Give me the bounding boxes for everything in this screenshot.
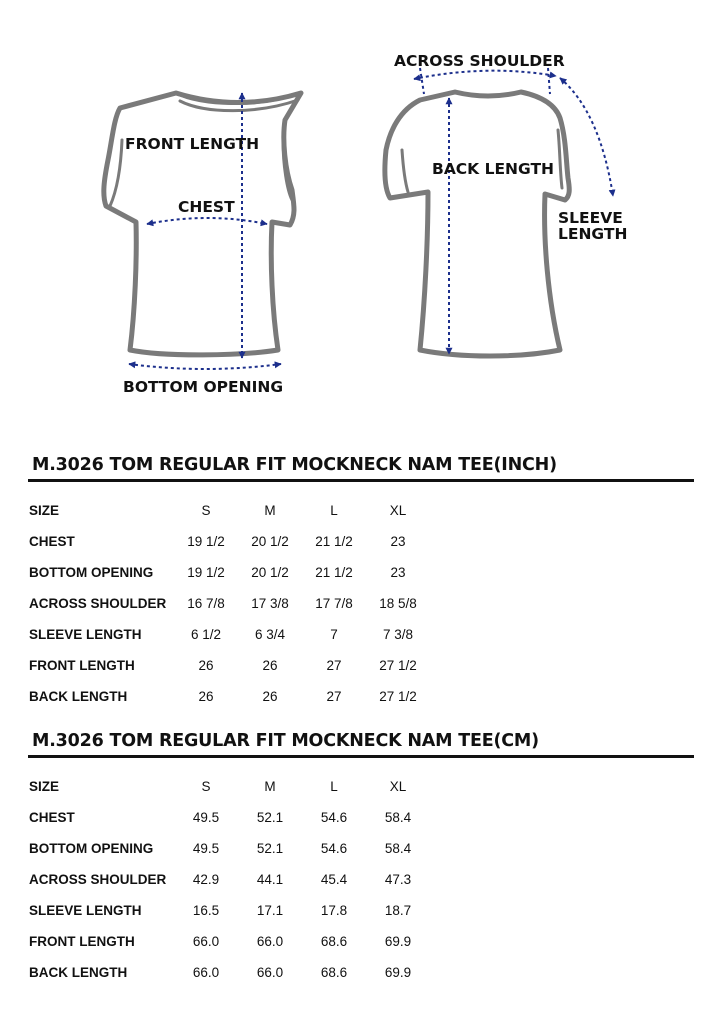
cell: 45.4 (320, 872, 348, 887)
table-row (29, 681, 430, 712)
cell: 49.5 (192, 810, 220, 825)
cell: 42.9 (192, 872, 220, 887)
cell: 17 3/8 (251, 596, 289, 611)
row-label: FRONT LENGTH (29, 934, 135, 949)
sleeve-length-label-line1: SLEEVE (558, 209, 623, 227)
cell: 66.0 (256, 934, 284, 949)
cell: 16 7/8 (187, 596, 225, 611)
header-m: M (264, 503, 276, 518)
table-row (29, 526, 430, 557)
bottom-opening-arrow (129, 364, 281, 369)
front-tshirt-outline (104, 93, 301, 355)
cell: 17.8 (320, 903, 348, 918)
cm-table-title: M.3026 TOM REGULAR FIT MOCKNECK NAM TEE(CM) (32, 731, 539, 751)
cell: 21 1/2 (315, 534, 353, 549)
row-label: FRONT LENGTH (29, 658, 135, 673)
inch-table-title: M.3026 TOM REGULAR FIT MOCKNECK NAM TEE(INCH) (32, 455, 557, 475)
header-s: S (201, 779, 211, 794)
header-l: L (330, 503, 338, 518)
inch-size-table (29, 495, 430, 712)
row-label: BACK LENGTH (29, 965, 128, 980)
row-label: BOTTOM OPENING (29, 565, 154, 580)
cell: 27 1/2 (379, 658, 417, 673)
cell: 52.1 (256, 841, 284, 856)
table-row (29, 926, 430, 957)
row-label: SLEEVE LENGTH (29, 627, 142, 642)
cell: 49.5 (192, 841, 220, 856)
table-header-row (29, 771, 430, 802)
cell: 47.3 (384, 872, 412, 887)
cell: 18.7 (384, 903, 412, 918)
cell: 68.6 (320, 965, 348, 980)
table-row (29, 802, 430, 833)
across-shoulder-label: ACROSS SHOULDER (394, 52, 565, 70)
header-size: SIZE (29, 503, 60, 518)
back-length-label: BACK LENGTH (432, 160, 555, 178)
cell: 58.4 (384, 810, 412, 825)
cell: 26 (198, 689, 214, 704)
table-row (29, 864, 430, 895)
header-xl: XL (389, 779, 407, 794)
cell: 6 1/2 (190, 627, 222, 642)
cell: 69.9 (384, 934, 412, 949)
cm-size-table (29, 771, 430, 988)
cm-table-rule (28, 755, 694, 758)
chest-label: CHEST (178, 198, 235, 216)
cell: 26 (198, 658, 214, 673)
cell: 18 5/8 (379, 596, 417, 611)
across-shoulder-arrow (414, 71, 556, 79)
table-row (29, 833, 430, 864)
cell: 27 (326, 689, 342, 704)
table-row (29, 957, 430, 988)
table-header-row (29, 495, 430, 526)
cell: 17.1 (256, 903, 284, 918)
row-label: CHEST (29, 810, 75, 825)
across-shoulder-tick-left (420, 68, 424, 94)
header-m: M (264, 779, 276, 794)
row-label: ACROSS SHOULDER (29, 872, 167, 887)
cell: 68.6 (320, 934, 348, 949)
cell: 26 (262, 658, 278, 673)
across-shoulder-tick-right (548, 68, 550, 94)
cell: 54.6 (320, 810, 348, 825)
back-tshirt-outline (385, 92, 569, 356)
table-row (29, 895, 430, 926)
cell: 17 7/8 (315, 596, 353, 611)
cell: 54.6 (320, 841, 348, 856)
cell: 21 1/2 (315, 565, 353, 580)
cell: 7 3/8 (382, 627, 414, 642)
cell: 26 (262, 689, 278, 704)
bottom-opening-label: BOTTOM OPENING (123, 378, 284, 396)
row-label: SLEEVE LENGTH (29, 903, 142, 918)
row-label: BOTTOM OPENING (29, 841, 154, 856)
cell: 52.1 (256, 810, 284, 825)
header-xl: XL (389, 503, 407, 518)
table-row (29, 650, 430, 681)
cell: 27 (326, 658, 342, 673)
cell: 23 (390, 534, 406, 549)
header-s: S (201, 503, 211, 518)
sleeve-length-label-line2: LENGTH (558, 225, 628, 243)
cell: 19 1/2 (187, 534, 225, 549)
front-length-label: FRONT LENGTH (125, 135, 260, 153)
row-label: CHEST (29, 534, 75, 549)
row-label: BACK LENGTH (29, 689, 128, 704)
cell: 20 1/2 (251, 534, 289, 549)
measurement-diagram (0, 0, 723, 410)
cell: 58.4 (384, 841, 412, 856)
cell: 44.1 (256, 872, 284, 887)
cell: 23 (390, 565, 406, 580)
table-row (29, 557, 430, 588)
cell: 66.0 (192, 934, 220, 949)
cell: 19 1/2 (187, 565, 225, 580)
cell: 7 (330, 627, 338, 642)
cell: 16.5 (192, 903, 220, 918)
row-label: ACROSS SHOULDER (29, 596, 167, 611)
cell: 66.0 (192, 965, 220, 980)
header-l: L (330, 779, 338, 794)
cell: 20 1/2 (251, 565, 289, 580)
header-size: SIZE (29, 779, 60, 794)
table-row (29, 619, 430, 650)
table-row (29, 588, 430, 619)
cell: 66.0 (256, 965, 284, 980)
inch-table-rule (28, 479, 694, 482)
cell: 69.9 (384, 965, 412, 980)
cell: 27 1/2 (379, 689, 417, 704)
cell: 6 3/4 (254, 627, 286, 642)
